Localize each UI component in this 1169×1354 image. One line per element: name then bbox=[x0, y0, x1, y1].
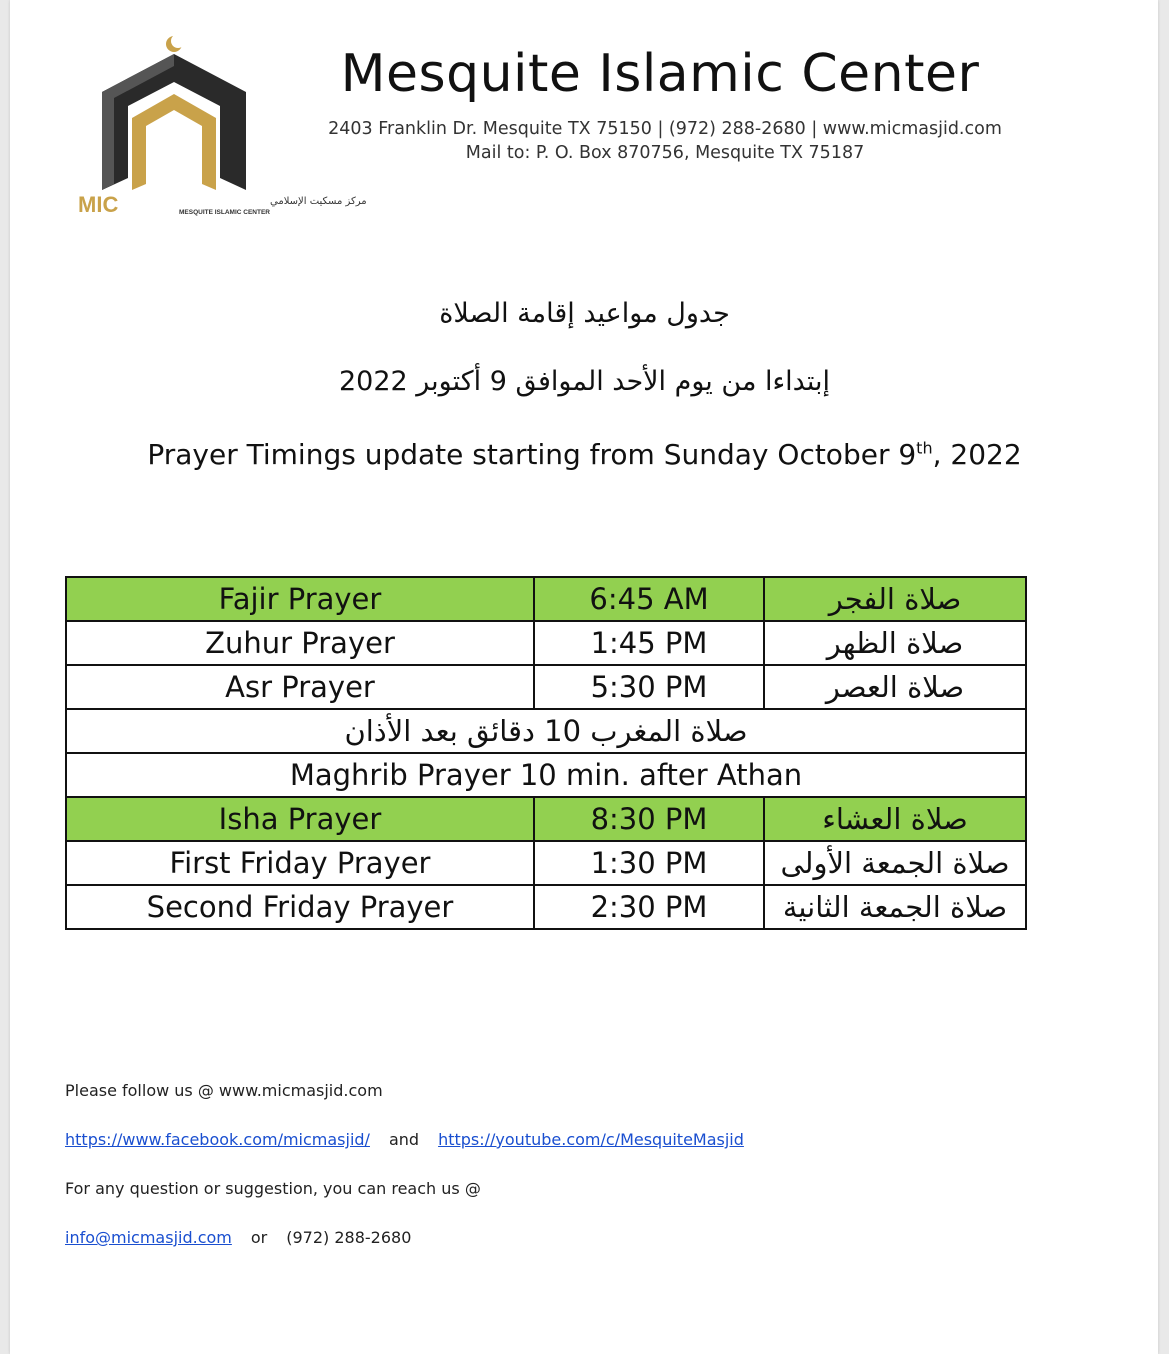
heading-ordinal: th bbox=[916, 438, 933, 458]
prayer-name: Second Friday Prayer bbox=[66, 885, 534, 929]
prayer-name-arabic: صلاة العشاء bbox=[764, 797, 1026, 841]
prayer-name: Fajir Prayer bbox=[66, 577, 534, 621]
table-row-first-friday bbox=[66, 841, 1026, 885]
svg-text:MIC: MIC bbox=[78, 192, 119, 217]
contact-line bbox=[65, 1228, 411, 1247]
prayer-time: 2:30 PM bbox=[534, 885, 764, 929]
table-row-second-friday bbox=[66, 885, 1026, 929]
english-heading bbox=[0, 438, 1169, 471]
facebook-link[interactable]: https://www.facebook.com/micmasjid/ bbox=[65, 1130, 370, 1149]
prayer-name-arabic: صلاة العصر bbox=[764, 665, 1026, 709]
prayer-name-arabic: صلاة الجمعة الأولى bbox=[764, 841, 1026, 885]
heading-prefix: Prayer Timings update starting from Sunday October 9 bbox=[147, 438, 917, 471]
social-links bbox=[65, 1130, 744, 1149]
arabic-title: جدول مواعيد إقامة الصلاة bbox=[439, 298, 730, 329]
phone-number: (972) 288-2680 bbox=[286, 1228, 412, 1247]
table-row-fajr bbox=[66, 577, 1026, 621]
address-line: 2403 Franklin Dr. Mesquite TX 75150 | (972) 288-2680 | www.micmasjid.com bbox=[328, 119, 1002, 139]
table-row-zuhur bbox=[66, 621, 1026, 665]
table-row-isha bbox=[66, 797, 1026, 841]
or-text: or bbox=[250, 1228, 268, 1247]
prayer-name-arabic: صلاة الفجر bbox=[764, 577, 1026, 621]
table-row-maghrib-arabic bbox=[66, 709, 1026, 753]
heading-suffix: , 2022 bbox=[932, 438, 1022, 471]
prayer-times-table bbox=[65, 576, 1027, 930]
prayer-time: 5:30 PM bbox=[534, 665, 764, 709]
prayer-time: 1:30 PM bbox=[534, 841, 764, 885]
youtube-link[interactable]: https://youtube.com/c/MesquiteMasjid bbox=[438, 1130, 744, 1149]
prayer-time: 8:30 PM bbox=[534, 797, 764, 841]
follow-text: Please follow us @ www.micmasjid.com bbox=[65, 1081, 383, 1100]
and-text: and bbox=[388, 1130, 420, 1149]
mic-logo bbox=[70, 30, 367, 220]
address-block bbox=[250, 117, 1080, 165]
question-text: For any question or suggestion, you can reach us @ bbox=[65, 1179, 481, 1198]
svg-text:MESQUITE ISLAMIC CENTER: MESQUITE ISLAMIC CENTER bbox=[178, 209, 270, 216]
prayer-time: 6:45 AM bbox=[534, 577, 764, 621]
table-row-asr bbox=[66, 665, 1026, 709]
prayer-name: First Friday Prayer bbox=[66, 841, 534, 885]
maghrib-note-english: Maghrib Prayer 10 min. after Athan bbox=[66, 753, 1026, 797]
prayer-name-arabic: صلاة الظهر bbox=[764, 621, 1026, 665]
center-title: Mesquite Islamic Center bbox=[340, 44, 980, 104]
maghrib-note-arabic: صلاة المغرب 10 دقائق بعد الأذان bbox=[66, 709, 1026, 753]
prayer-name: Isha Prayer bbox=[66, 797, 534, 841]
svg-text:مركز مسكيت الإسلامي: مركز مسكيت الإسلامي bbox=[270, 196, 367, 207]
table-row-maghrib-english bbox=[66, 753, 1026, 797]
email-link[interactable]: info@micmasjid.com bbox=[65, 1228, 232, 1247]
mail-line: Mail to: P. O. Box 870756, Mesquite TX 75187 bbox=[465, 143, 865, 163]
prayer-time: 1:45 PM bbox=[534, 621, 764, 665]
arabic-subtitle: إبتداءا من يوم الأحد الموافق 9 أكتوبر 2022 bbox=[338, 366, 831, 397]
prayer-name: Asr Prayer bbox=[66, 665, 534, 709]
prayer-name: Zuhur Prayer bbox=[66, 621, 534, 665]
prayer-name-arabic: صلاة الجمعة الثانية bbox=[764, 885, 1026, 929]
